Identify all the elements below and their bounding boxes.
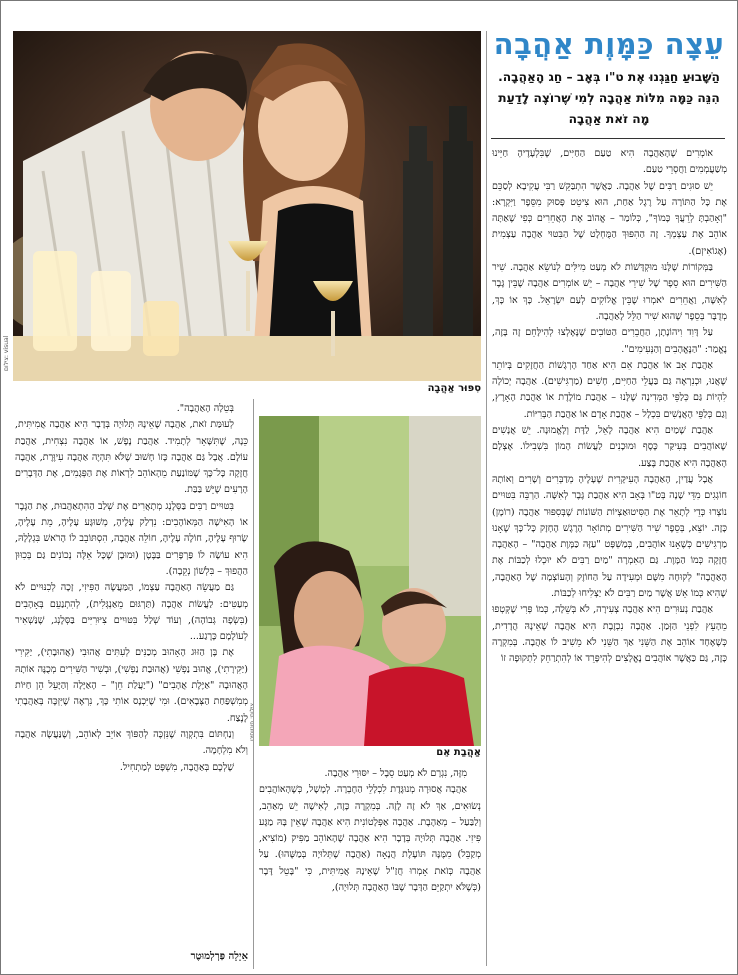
- couple-photo-caption: סִפּוּר אַהֲבָה: [427, 383, 481, 394]
- mother-son-illustration: [259, 416, 481, 746]
- article-column-middle: [259, 766, 481, 968]
- paragraph: בַּמְּקוֹרוֹת שֶׁלָּנוּ מוּקְדָּשׁוֹת לֹא מְעַט מִילִּים לְנוֹשֵׂא אַהֲבָה. שִׁיר הַשִּׁירִים הוּא סֵפֶר שֶׁל שִׁירֵי אַהֲבָה – יֵשׁ אוֹמְרִים אַהֲבָה שֶׁבֵּין גֶּבֶר לְאִשָּׁה, וַאֲחֵרִים יֹאמְרוּ שֶׁבֵּין אֱלוֹקִים לְעַם יִשְׂרָאֵל. כָּךְ אוֹ כָּךְ, מְדֻבָּר בְּסֵפֶר שֶׁהוּא שִׁיר הַלֵּל לָאַהֲבָה.: [492, 262, 727, 322]
- paragraph: אֲבָל עֲדַיִן, הָאַהֲבָה הָעִיקָּרִית שֶׁעָלֶיהָ מְדַבְּרִים וְשָׁרִים וְאוֹתָהּ חוֹגְגִים מִדֵּי שָׁנָה בְּט"ו בְּאָב הִיא אַהֲבַת גֶּבֶר לְאִשָּׁה. הַרְבֵּה בִּטּוּיִים נוֹצְרוּ כְּדֵי לְתָאֵר אֶת הַסִּיטוּאַצְיוֹת הַשּׁוֹנוֹת שֶׁבְּסִפּוּר אַהֲבָה (רוֹמָן) כָּזֶה. יוֹצֵא, בְּסֵפֶר שִׁיר הַשִּׁירִים מְתוֹאָר הָרֶגֶשׁ הֶחָזָק כָּל־כָּךְ שֶׁאָנוּ מַרְגִּישִׁים כְּשֶׁאָנוּ אוֹהֲבִים, בְּמַשְׁפָּט "עַזָּה כַּמָּוֶת אַהֲבָה" – הָאַהֲבָה חֲזָקָה כְּמוֹ הַמָּוֶת. גַּם הָאִמְרָה "מַיִם רַבִּים לֹא יוּכְלוּ לְכַבּוֹת אֶת הָאַהֲבָה" לְקוּחָה מִשָּׁם וּמְעִידָה עַל הַחוֹזֶק וְהָעוֹצְמָה שֶׁל הָאַהֲבָה, שֶׁהִיא כְּמוֹ אֵשׁ אֲשֶׁר מַיִם רַבִּים לֹא יַצְלִיחוּ לְכַבּוֹת.: [492, 473, 727, 600]
- article-subtitle: הַשָּׁבוּעַ חַגַּגְנוּ אֶת ט"ו בְּאָב – חַג הָאַהֲבָה. הִנֵּה כַּמָּה מִלּוֹת אַהֲבָה לְמִי שֶׁרוֹצֶה לָדַעַת מָה זֹאת אַהֲבָה: [498, 70, 720, 126]
- paragraph: אַהֲבָה אֲסוּרָה מְנוּגֶּדֶת לִכְלָלֵי הַחֶבְרָה. לְמָשָׁל, כְּשֶׁהָאוֹהֲבִים נְשׂוּאִים, אַךְ לֹא זֶה לָזֶה. בְּמִקְרֶה כָּזֶה, לָאִישָׁה יֵשׁ מְאַהֵב, וְלַבַּעַל – מְאַהֶבֶת. אַהֲבָה אַפְּלָטוֹנִית הִיא אַהֲבָה שֶׁאֵין בָּהּ מַגָּע פִּיזִי. אַהֲבָה תְּלוּיָה בְּדָבָר הִיא אַהֲבָה שֶׁהָאוֹהֵב מַפִּיק (מוֹצִיא, מְקַבֵּל) מִמֶּנָּה תּוֹעֶלֶת הֲנָאָה (אַהֲבָה שֶׁתְּלוּיָה בְּמַשֶּׁהוּ). עַל אַהֲבָה כְּזֹאת אָמְרוּ חֲזַ"ל שֶׁאֵינָהּ אֲמִיתִּית, כִּי "בָּטֵל דָּבָר (כְּשֶׁלֹּא יִתְקַיֵּם הַדָּבָר שֶׁבּוֹ הָאַהֲבָה תְּלוּיָה),: [259, 784, 481, 894]
- article-title: עֵצָה כַּמָּוֶת אַהֲבָה: [493, 27, 725, 61]
- paragraph: בְּטֵלָה הָאַהֲבָה".: [176, 403, 234, 414]
- paragraph: אַהֲבַת שָׁמַיִם הִיא אַהֲבָה לָאֵל, לַדָּת וְלָאֱמוּנָה. יֵשׁ אֲנָשִׁים שֶׁאוֹהֲבִים בְּעִיקַּר כֶּסֶף וּמוּכָנִים לַעֲשׂוֹת הָמוֹן בִּשְׁבִילוֹ. אֶצְלָם הָאַהֲבָה הִיא אַהֲבַת בֶּצַע.: [492, 425, 727, 469]
- article-column-right: [492, 146, 727, 968]
- title-rule: [491, 138, 725, 139]
- paragraph: אוֹמְרִים שֶׁהָאַהֲבָה הִיא טַעַם הַחַיִּים, שֶׁבִּלְעָדֶיהָ חַיֵּינוּ מְשַׁעֲמְמִים וַחֲסְרֵי טַעַם.: [492, 148, 727, 176]
- paragraph: אַהֲבַת נְעוּרִים הִיא אַהֲבָה צְעִירָה, לֹא בְּשֵׁלָה, כְּמוֹ פְּרִי שֶׁקְּטְפוּ מֵהָעֵץ לִפְנֵי הַזְּמַן. אַהֲבָה נִכְזֶבֶת הִיא אַהֲבָה שֶׁאֵינָהּ הֲדָדִית, כְּשֶׁאֶחָד אוֹהֵב אֶת הַשֵּׁנִי אַךְ הַשֵּׁנִי לֹא מֵשִׁיב לוֹ אַהֲבָה. בְּמִקְרֶה כָּזֶה, גַּם כַּאֲשֶׁר אוֹהֲבִים נֶאֱלָצִים לְהִיפָּרֵד אוֹ לְהִתְרַחֵק לִתְקוּפָה זוֹ: [492, 604, 727, 665]
- article-column-left: [15, 401, 248, 949]
- paragraph: לְעוּמַּת זֹאת, אַהֲבָה שֶׁאֵינָהּ תְּלוּיָה בְּדָבָר הִיא אַהֲבָה אֲמִיתִּית, כֵּנָה, שֶׁתִּשָּׁאֵר לְתָמִיד. אַהֲבַת נֶפֶשׁ, אוֹ אַהֲבָה נִצְחִית, אַהֲבַת עוֹלָם. אֲבָל גַּם אַהֲבָה כָּזוֹ חָשׁוּב שֶׁלֹּא תִּהְיֶה אַהֲבָה עִיוֶּרֶת, אַהֲבָה חֲזָקָה כָּל־כָּךְ שֶׁמּוֹנַעַת מֵהָאוֹהֵב לִרְאוֹת אֶת הַפְּגָמִים, אֶת הַדְּבָרִים הָרָעִים שֶׁיֵּשׁ בַּבַּת.: [15, 419, 248, 496]
- paragraph: אַהֲבַת אָב אוֹ אַהֲבַת אֵם הִיא אַחַד הָרְגָשׁוֹת הַחֲזָקִים בְּיוֹתֵר שֶׁאֲנוּ, וּכְנִרְאֶה גַּם בַּעֲלֵי הַחַיִּים, חָשִׁים (מַרְגִּישִׁים). אַהֲבָה יְכוֹלָה לִהְיוֹת גַּם כְּלַפֵּי הַמְּדִינָה שֶׁלָּנוּ – אַהֲבַת מוֹלֶדֶת אוֹ אַהֲבַת הָאָרֶץ, וְגַם כְּלַפֵּי הָאֲנָשִׁים בִּכְלָל – אַהֲבַת אָדָם אוֹ אַהֲבַת הַבְּרִיּוֹת.: [492, 359, 727, 420]
- couple-photo-credit: צילום: visual: [3, 335, 10, 371]
- paragraph: מִזֶּה, נִגְרָם לֹא מְעַט סֵבֶל – יִסּוּרֵי אַהֲבָה.: [324, 768, 467, 779]
- paragraph: וְנַחְתּוֹם בִּתְקְוָה שֶׁנִּזְכֶּה לְהַפּוֹךְ אוֹיֵב לְאוֹהֵב, וְשֶׁנַּעֲשֶׂה אַהֲבָה וְלֹא מִלְחָמָה.: [15, 728, 248, 757]
- column-separator: [253, 399, 254, 969]
- paragraph: יֵשׁ סוּגִים רַבִּים שֶׁל אַהֲבָה. כַּאֲשֶׁר הִתְבַּקֵּשׁ רַבִּי עֲקִיבָא לְסַכֵּם אֶת כָּל הַתּוֹרָה עַל רֶגֶל אַחַת, הוּא צִיטֵט פָּסוּק מִסֵּפֶר וַיִּקְרָא: "וְאָהַבְתָּ לְרֵעֲךָ כָּמוֹךָ", כְּלוֹמַר – אֱהוֹב אֶת הָאֲחֵרִים כְּפִי שֶׁאַתָּה אוֹהֵב אֶת עַצְמְךָ. זֶה הַהִפּוּךְ הַמֻּחְלָט שֶׁל הַבִּטּוּי אַהֲבָה עַצְמִית (אֶגוֹאִיזְם).: [492, 180, 727, 257]
- paragraph: בִּטּוּיִים רַבִּים בַּסְּלֶנְג מְתָאֲרִים אֶת שְׁלַב הַהִתְאַהֲבוּת, אֶת הַגֶּבֶר אוֹ הָאִישָׁה הַמְּאוֹהָבִים: נִדְלַק עָלֶיהָ, מְשׁוּגָּע עָלֶיהָ, מֵת עָלֶיהָ, שָׂרוּף עָלֶיהָ, חוֹלֶה עָלֶיהָ, חוֹלֵה אַהֲבָה, הִסְתּוֹבֵב לוֹ הָרֹאשׁ בִּגְלָלָהּ, הִיא עוֹשָׂה לוֹ פַּרְפָּרִים בַּבֶּטֶן (וּמוּבָן שֶׁכָּל אֵלֶּה נְכוֹנִים גַּם בְּכִוּוּן הַהֲפוּךְ – בִּלְשׁוֹן נְקֵבָה).: [15, 500, 248, 577]
- paragraph: אֶת בֶּן הַזּוּג הָאָהוּב מְכַנִּים לְעִתִּים אֲהוּבִי (אֲהוּבָתִי), יַקִּירִי (יַקִּירָתִי), אֱהוּב נַפְשִׁי (אֲהוּבַת נַפְשִׁי), וּבְשִׁיר הַשִּׁירִים מְכֻנֶּה אוֹתָהּ הָאֲהוּבָה "אַיֶּלֶת אֲהָבִים" ("יַעֲלַת חֵן" – הָאַיָּלָה וְהַיָּעֵל הֵן חַיּוֹת מְמִשְׁפַּחַת הַצְּבָאִים). וּמִי שֶׁיִּכְנָס אוֹתִי כָּךְ, נִרְאֶה שֶׁיִּזְכֶּה בְּאַהֲבָתִי לָנֶצַח.: [15, 647, 248, 724]
- paragraph: גַּם מַעֲשֵׂה הָאַהֲבָה עַצְמוֹ, הַמַּעֲשֶׂה הַפִּיזִי, זָכָה לְכִנּוּיִים לֹא מְעַטִּים: לַעֲשׂוֹת אַהֲבָה (תַּרְגּוּם מֵאַנְגְּלִית), לְהִתְנַעֵם בְּאָהָבִים (בִּשְׂפָה גְּבוֹהָה), וְעוֹד שְׁלַל בִּטּוּיִים צִיּוּרִיִּים בַּסְּלֶנְג, שֶׁנַּשְׁאִיר לְעוֹלָמָם כָּרֶגַע...: [15, 582, 248, 643]
- paragraph: שָׁלְכֶם בְּאַהֲבָה, מִשְׁפָּט לְמַתְחִיל.: [119, 761, 234, 773]
- mother-photo-caption: אַהֲבַת אֵם: [436, 747, 481, 758]
- couple-illustration: [13, 31, 481, 381]
- article-author: אֵיָלָה פַּרְלְמוּטֶר: [190, 951, 248, 962]
- mother-son-photo: [259, 416, 481, 746]
- paragraph: עַל דָּוִד וִיהוֹנָתָן, הַחֲבֵרִים הַטּוֹבִים שֶׁנֶּאֶלְצוּ לְהִילָּחֵם זֶה בָּזֶה, נֶאֱמַר: "הַנֶּאֱהָבִים וְהַנְּעִימִים".: [492, 327, 727, 355]
- column-separator: [486, 31, 487, 966]
- couple-photo: [13, 31, 481, 381]
